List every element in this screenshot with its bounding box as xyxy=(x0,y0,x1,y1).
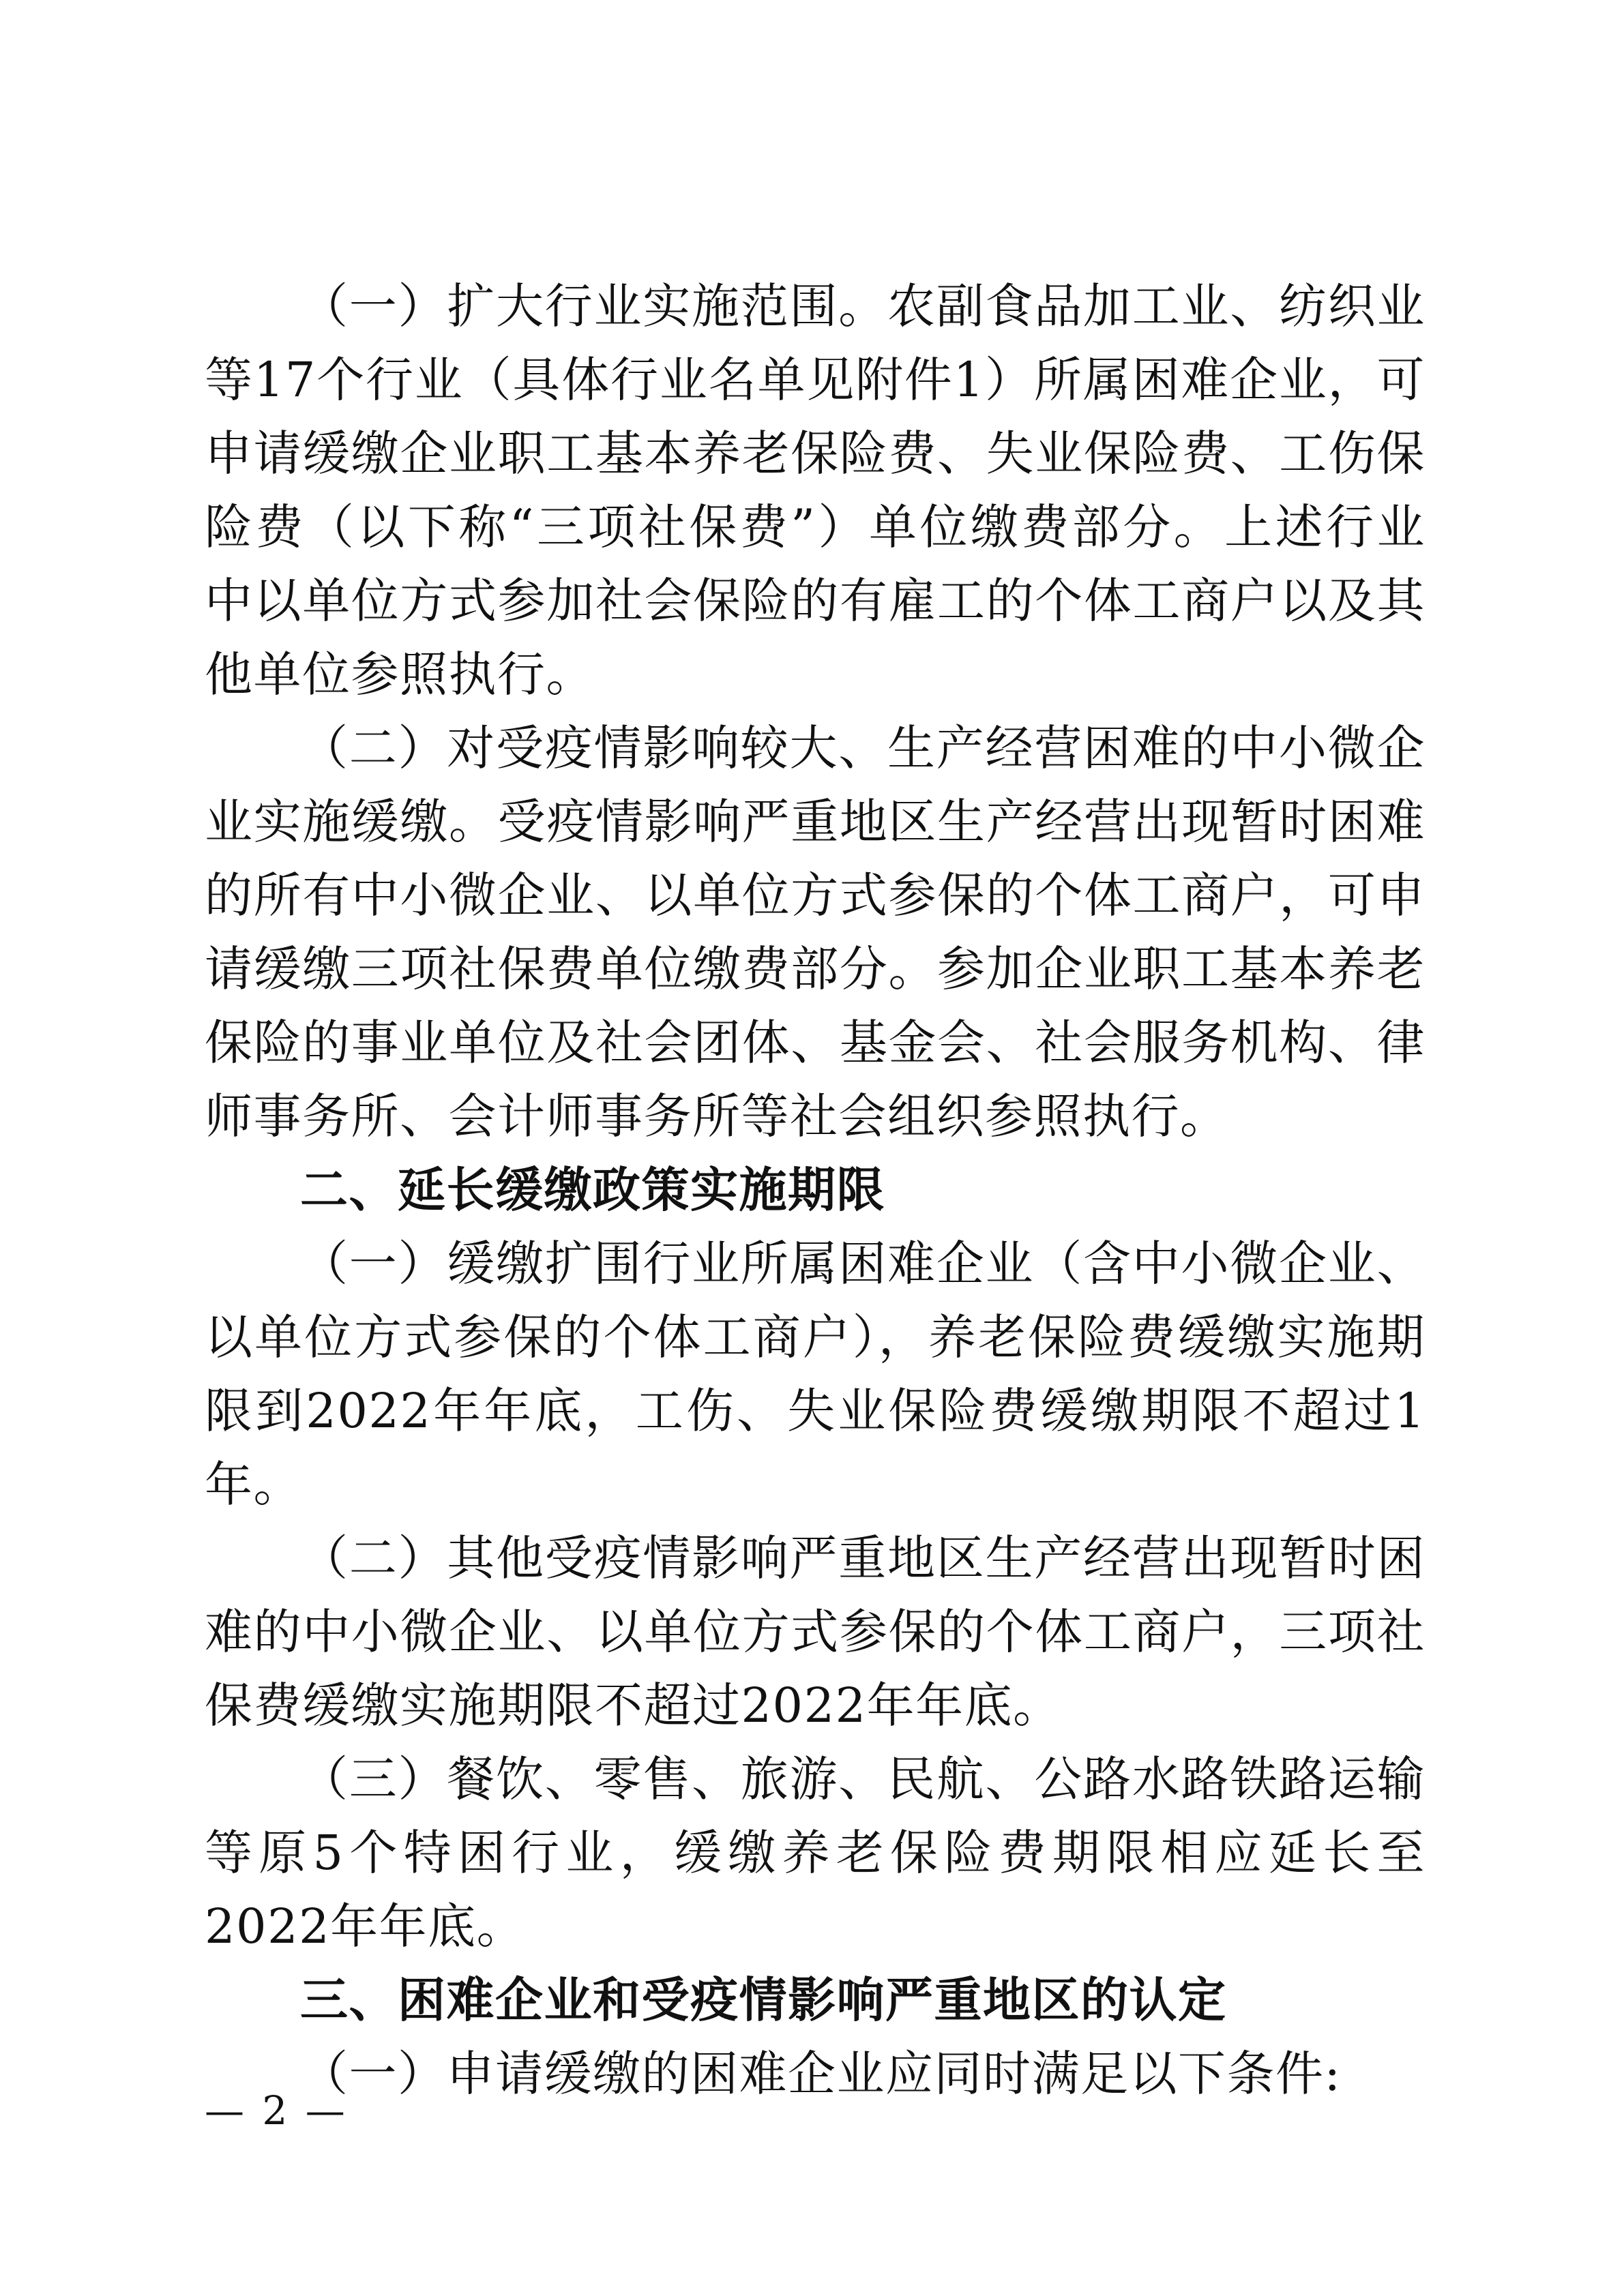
paragraph-4: （二）其他受疫情影响严重地区生产经营出现暂时困难的中小微企业、以单位方式参保的个体工商户，三项社保费缓缴实施期限不超过2022年年底。 xyxy=(205,1530,1426,1733)
paragraph-2: （二）对受疫情影响较大、生产经营困难的中小微企业实施缓缴。受疫情影响严重地区生产经营出现暂时困难的所有中小微企业、以单位方式参保的个体工商户，可申请缓缴三项社保费单位缴费部分。参加企业职工基本养老保险的事业单位及社会团体、基金会、社会服务机构、律师事务所、会计师事务所等社会组织参照执行。 xyxy=(205,720,1426,1144)
paragraph-5: （三）餐饮、零售、旅游、民航、公路水路铁路运输等原5个特困行业，缓缴养老保险费期限相应延长至2022年年底。 xyxy=(205,1751,1426,1954)
paragraph-6: （一）申请缓缴的困难企业应同时满足以下条件: xyxy=(300,2046,1342,2102)
paragraph-3: （一）缓缴扩围行业所属困难企业（含中小微企业、以单位方式参保的个体工商户），养老保险费缓缴实施期限到2022年年底，工伤、失业保险费缓缴期限不超过1年。 xyxy=(205,1236,1426,1512)
section-heading-2: 二、延长缓缴政策实施期限 xyxy=(300,1162,885,1218)
section-heading-3: 三、困难企业和受疫情影响严重地区的认定 xyxy=(300,1972,1227,2028)
document-body xyxy=(205,269,1426,2111)
paragraph-1: （一）扩大行业实施范围。农副食品加工业、纺织业等17个行业（具体行业名单见附件1）所属困难企业，可申请缓缴企业职工基本养老保险费、失业保险费、工伤保险费（以下称“三项社保费”）单位缴费部分。上述行业中以单位方式参加社会保险的有雇工的个体工商户以及其他单位参照执行。 xyxy=(205,278,1426,702)
page-number: — 2 — xyxy=(205,2087,348,2134)
